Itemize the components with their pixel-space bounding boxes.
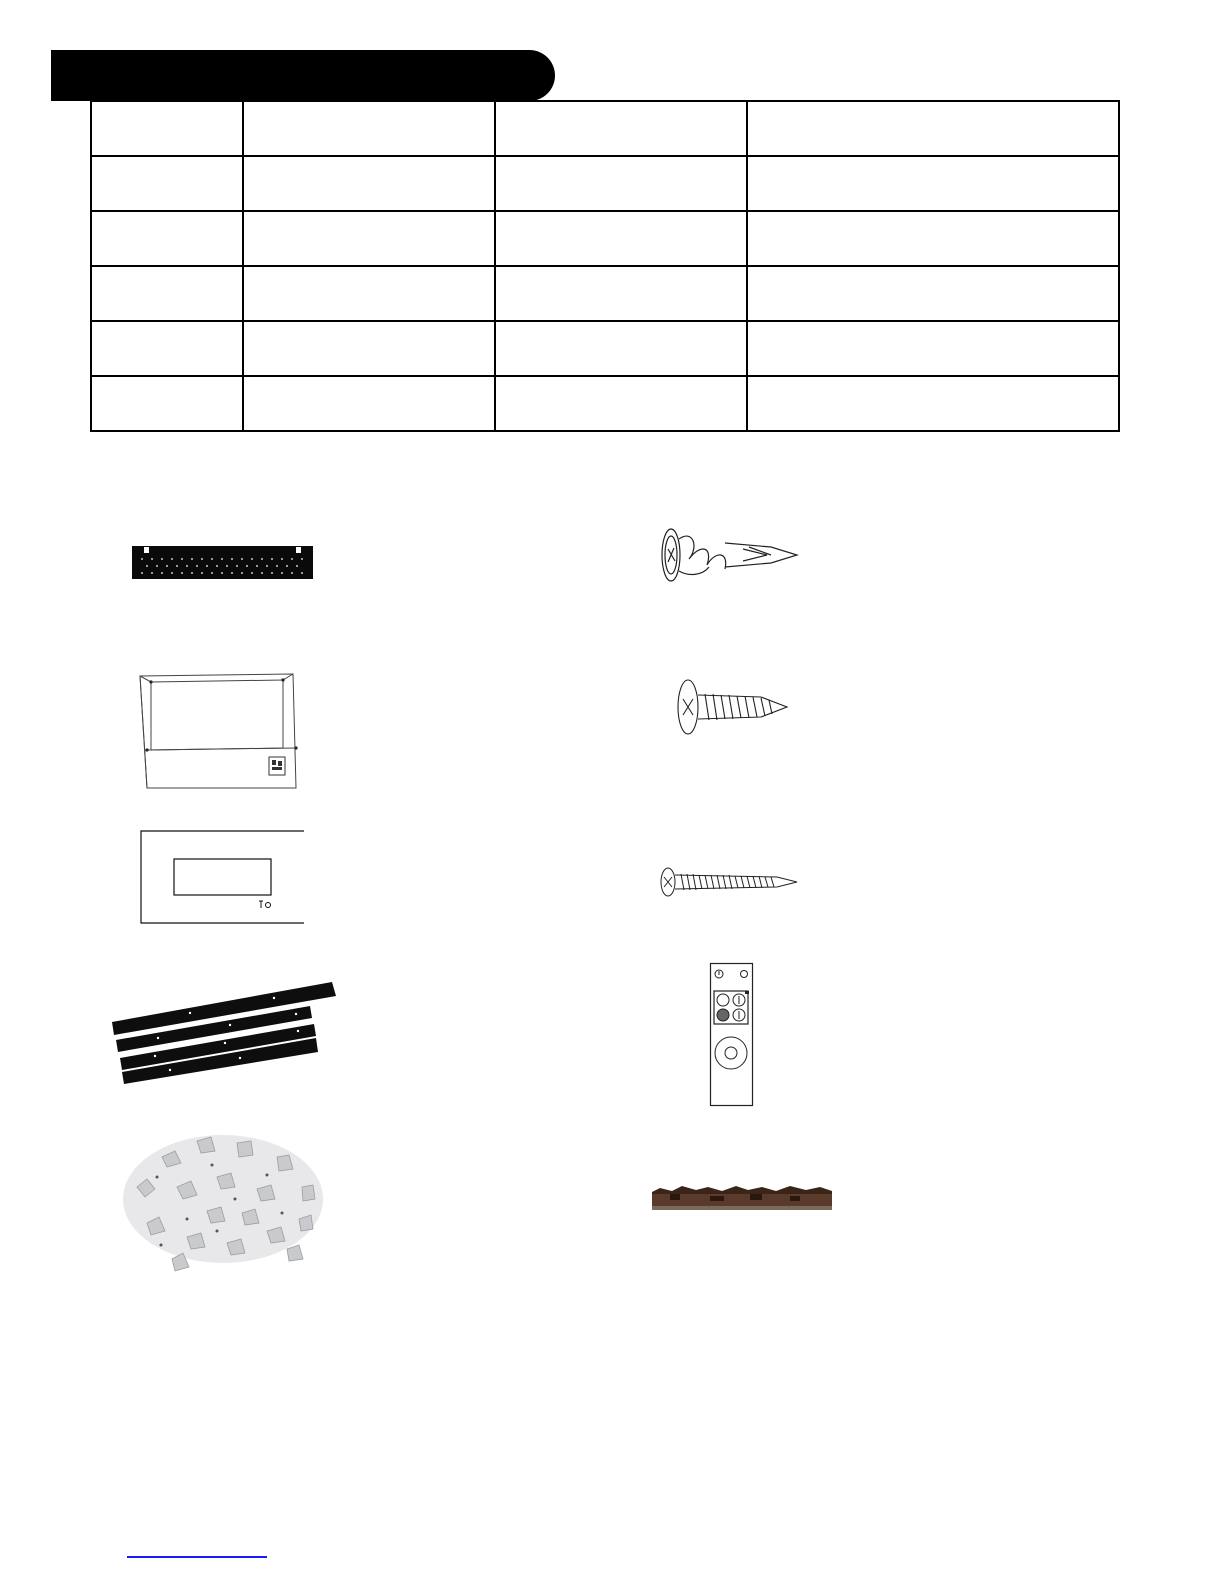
table-row bbox=[91, 376, 1119, 431]
table-cell bbox=[495, 156, 747, 211]
table-cell bbox=[91, 321, 243, 376]
top-trim-strip-illustration bbox=[130, 544, 315, 582]
table-cell bbox=[747, 321, 1119, 376]
mounting-brackets-illustration bbox=[110, 980, 338, 1086]
table-cell bbox=[747, 211, 1119, 266]
section-header-banner bbox=[51, 50, 555, 101]
table-cell bbox=[243, 101, 495, 156]
crystal-media-illustration bbox=[117, 1127, 330, 1275]
table-cell bbox=[91, 101, 243, 156]
table-cell bbox=[243, 156, 495, 211]
table-cell bbox=[495, 266, 747, 321]
table-cell bbox=[91, 376, 243, 431]
table-cell bbox=[495, 101, 747, 156]
short-screw-illustration bbox=[677, 677, 791, 737]
remote-control-illustration bbox=[709, 962, 755, 1108]
table-cell bbox=[747, 101, 1119, 156]
inner-panel-illustration bbox=[139, 829, 307, 925]
table-cell bbox=[91, 156, 243, 211]
table-cell bbox=[243, 321, 495, 376]
long-screw-illustration bbox=[659, 865, 801, 899]
footer-link-underline[interactable] bbox=[127, 1556, 267, 1558]
table-cell bbox=[91, 266, 243, 321]
table-cell bbox=[747, 266, 1119, 321]
table-cell bbox=[747, 376, 1119, 431]
table-row bbox=[91, 321, 1119, 376]
table-row bbox=[91, 101, 1119, 156]
log-ember-bed-illustration bbox=[650, 1184, 834, 1212]
table-cell bbox=[495, 376, 747, 431]
table-row bbox=[91, 266, 1119, 321]
table-cell bbox=[91, 211, 243, 266]
parts-table bbox=[90, 100, 1120, 432]
firebox-frame-illustration bbox=[133, 668, 308, 796]
table-cell bbox=[495, 211, 747, 266]
table-cell bbox=[243, 376, 495, 431]
table-row bbox=[91, 211, 1119, 266]
table-cell bbox=[747, 156, 1119, 211]
table-cell bbox=[243, 211, 495, 266]
table-row bbox=[91, 156, 1119, 211]
table-cell bbox=[495, 321, 747, 376]
table-cell bbox=[243, 266, 495, 321]
drywall-anchor-illustration bbox=[659, 525, 801, 585]
